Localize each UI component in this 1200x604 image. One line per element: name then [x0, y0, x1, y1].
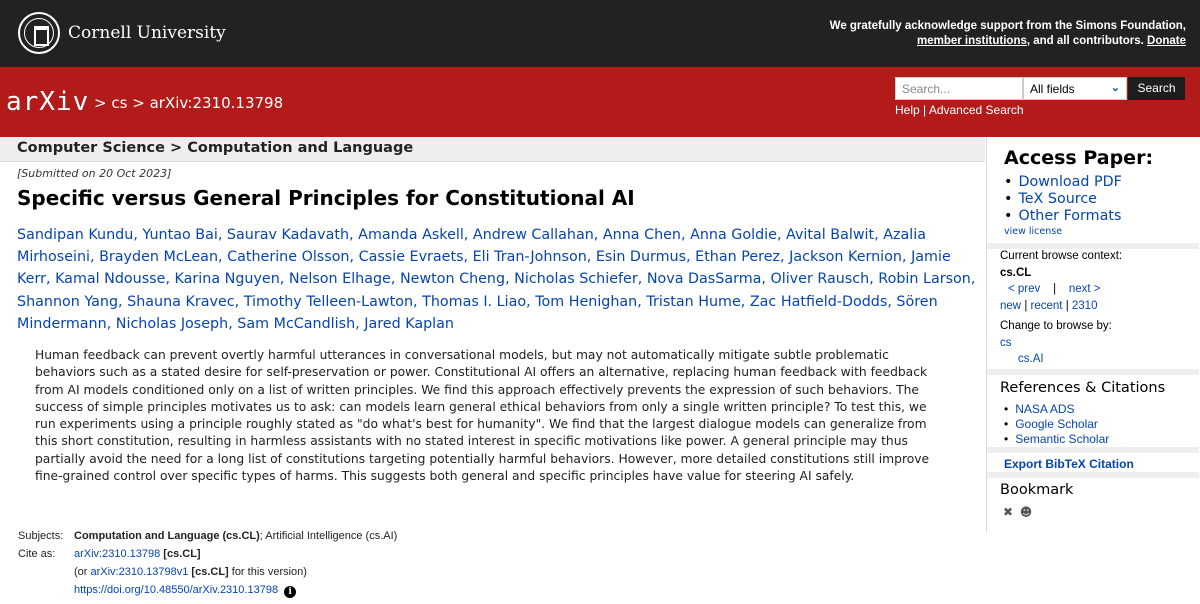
- references-links: [1004, 402, 1109, 447]
- author-link[interactable]: Nicholas Joseph: [115, 315, 229, 332]
- breadcrumb-cs[interactable]: cs: [111, 94, 128, 112]
- author-link[interactable]: Cassie Evraets: [358, 249, 464, 266]
- semantic-scholar-link[interactable]: Semantic Scholar: [1015, 432, 1110, 446]
- paper-metadata: Subjects: Computation and Language (cs.CL); Artificial Intelligence (cs.AI) Cite as: arXiv:2310.13798 [cs.CL] (or arXiv:2310.13798v1 [cs.CL] for this version) https://doi.org/10.48550/arXiv.2310.13798 i: [18, 530, 398, 597]
- author-link[interactable]: Tristan Hume: [646, 293, 741, 310]
- cite-version-link[interactable]: arXiv:2310.13798v1: [90, 566, 189, 578]
- cornell-name: Cornell University: [68, 23, 226, 43]
- references-heading: References & Citations: [1000, 380, 1166, 396]
- month-link[interactable]: 2310: [1071, 299, 1098, 312]
- other-formats-link[interactable]: Other Formats: [1018, 208, 1122, 224]
- author-link[interactable]: Kamal Ndousse: [55, 271, 166, 288]
- reddit-icon[interactable]: ☻: [1019, 505, 1033, 519]
- sidebar: [986, 137, 1198, 533]
- browse-context-value: cs.CL: [1000, 266, 1032, 279]
- tex-source-link[interactable]: TeX Source: [1018, 191, 1097, 207]
- paper-title: Specific versus General Principles for Constitutional AI: [17, 186, 635, 210]
- cite-link[interactable]: arXiv:2310.13798: [74, 548, 161, 560]
- author-link[interactable]: Oliver Rausch: [770, 271, 870, 288]
- author-link[interactable]: Andrew Callahan: [472, 227, 594, 243]
- author-link[interactable]: Tom Henighan: [535, 293, 638, 310]
- bookmark-icons: [1001, 505, 1033, 519]
- doi-link[interactable]: https://doi.org/10.48550/arXiv.2310.13798: [74, 584, 279, 596]
- author-link[interactable]: Catherine Olsson: [227, 249, 350, 266]
- new-link[interactable]: new: [1000, 299, 1022, 312]
- author-link[interactable]: Sandipan Kundu: [17, 227, 134, 243]
- nasa-ads-link[interactable]: NASA ADS: [1015, 402, 1075, 416]
- bibsonomy-icon[interactable]: ✖: [1002, 505, 1014, 519]
- breadcrumb-paper-id: arXiv:2310.13798: [149, 94, 284, 112]
- chevron-down-icon: ⌄: [1110, 82, 1120, 94]
- arxiv-header: [0, 67, 1200, 137]
- info-icon[interactable]: i: [284, 586, 296, 598]
- browse-csai-link[interactable]: cs.AI: [1018, 353, 1044, 365]
- author-link[interactable]: Esin Durmus: [595, 249, 687, 266]
- view-license-link[interactable]: view license: [1004, 226, 1063, 237]
- next-link[interactable]: next >: [1068, 283, 1101, 295]
- arxiv-logo[interactable]: arXiv: [6, 87, 90, 117]
- primary-subject: Computation and Language (cs.CL): [74, 530, 260, 542]
- author-link[interactable]: Timothy Telleen-Lawton: [243, 293, 414, 310]
- donate-link[interactable]: Donate: [1147, 35, 1186, 47]
- abstract: Human feedback can prevent overtly harmful utterances in conversational models, but may not automatically mitigate subtle problematic behaviors such as a stated desire for self-preservation or power. Constitutional AI offers an alternative, replacing human feedback with feedback from AI models conditioned only on a list of written principles. We find this approach effectively prevents the expression of such behaviors. The success of simple principles motivates us to ask: can models learn general ethical behaviors from only a single written principle? To test this, we run experiments using a principle roughly stated as "do what's best for humanity". We find that the largest dialogue models can generalize from this short constitution, resulting in harmless assistants with no stated interest in specific motivations like power. A general principle may thus partially avoid the need for a long list of constitutions targeting potentially harmful behaviors. However, more detailed constitutions still improve fine-grained control over specific types of harms. This suggests both general and specific principles have value for steering AI safely.: [35, 348, 930, 484]
- author-link[interactable]: Brayden McLean: [99, 249, 219, 266]
- author-link[interactable]: Thomas I. Liao: [422, 293, 527, 310]
- prev-link[interactable]: < prev: [1008, 283, 1041, 295]
- author-link[interactable]: Nicholas Schiefer: [514, 271, 638, 288]
- search-input[interactable]: Search...: [895, 77, 1023, 100]
- submission-date: [Submitted on 20 Oct 2023]: [17, 167, 172, 180]
- author-link[interactable]: Jared Kaplan: [364, 315, 454, 332]
- author-link[interactable]: Anna Chen: [602, 227, 681, 243]
- top-banner: [0, 0, 1200, 67]
- advanced-search-link[interactable]: Advanced Search: [928, 103, 1024, 117]
- author-link[interactable]: Yuntao Bai: [142, 227, 218, 243]
- search-field-select[interactable]: All fields ⌄: [1023, 77, 1127, 100]
- help-link[interactable]: Help: [895, 103, 920, 117]
- author-link[interactable]: Robin Larson: [878, 271, 971, 288]
- help-links: Help | Advanced Search: [895, 103, 1024, 117]
- author-link[interactable]: Nelson Elhage: [288, 271, 391, 288]
- author-link[interactable]: Ethan Perez: [695, 249, 781, 266]
- google-scholar-link[interactable]: Google Scholar: [1015, 417, 1098, 431]
- author-link[interactable]: Shannon Yang: [17, 293, 119, 310]
- author-link[interactable]: Amanda Askell: [358, 227, 464, 243]
- author-link[interactable]: Saurav Kadavath: [226, 227, 350, 243]
- subject-bar: Computer Science > Computation and Language: [0, 137, 985, 162]
- browse-cs-link[interactable]: cs: [1000, 336, 1012, 349]
- cornell-seal-icon: [18, 12, 60, 54]
- author-link[interactable]: Karina Nguyen: [174, 271, 280, 288]
- author-link[interactable]: Jamie Kerr: [17, 249, 951, 288]
- author-link[interactable]: Sören Mindermann: [17, 293, 938, 332]
- download-pdf-link[interactable]: Download PDF: [1018, 174, 1122, 190]
- author-link[interactable]: Nova DasSarma: [646, 271, 762, 288]
- author-list: Sandipan Kundu, Yuntao Bai, Saurav Kadavath, Amanda Askell, Andrew Callahan, Anna Chen, Anna Goldie, Avital Balwit, Azalia Mirhoseini, Brayden McLean, Catherine Olsson, Cassie Evraets, Eli Tran-Johnson, Esin Durmus, Ethan Perez, Jackson Kernion, Jamie Kerr, Kamal Ndousse, Karina Nguyen, Nelson Elhage, Newton Cheng, Nicholas Schiefer, Nova DasSarma, Oliver Rausch, Robin Larson, Shannon Yang, Shauna Kravec, Timothy Telleen-Lawton, Thomas I. Liao, Tom Henighan, Tristan Hume, Zac Hatfield-Dodds, Sören Mindermann, Nicholas Joseph, Sam McCandlish, Jared Kaplan: [17, 227, 976, 332]
- acknowledgement: We gratefully acknowledge support from the Simons Foundation, member institutions, and all contributors. Donate: [829, 20, 1186, 47]
- breadcrumb: > cs > arXiv:2310.13798: [94, 94, 284, 112]
- author-link[interactable]: Anna Goldie: [690, 227, 777, 243]
- author-link[interactable]: Sam McCandlish: [237, 315, 356, 332]
- author-link[interactable]: Jackson Kernion: [789, 249, 902, 266]
- search-button[interactable]: Search: [1128, 77, 1185, 100]
- author-link[interactable]: Zac Hatfield-Dodds: [749, 293, 888, 310]
- cornell-logo[interactable]: [18, 12, 226, 54]
- author-link[interactable]: Azalia Mirhoseini: [17, 227, 926, 266]
- browse-context: Current browse context: cs.CL < prev | next > new | recent | 2310 Change to browse by: cs cs.AI: [1000, 250, 1123, 365]
- export-bibtex-link[interactable]: Export BibTeX Citation: [1004, 457, 1134, 471]
- author-link[interactable]: Newton Cheng: [399, 271, 506, 288]
- recent-link[interactable]: recent: [1030, 299, 1063, 312]
- access-links: [1004, 174, 1122, 225]
- author-link[interactable]: Shauna Kravec: [127, 293, 235, 310]
- member-institutions-link[interactable]: member institutions: [916, 35, 1027, 47]
- access-paper-heading: Access Paper:: [1004, 147, 1154, 169]
- author-link[interactable]: Eli Tran-Johnson: [472, 249, 587, 266]
- bookmark-heading: Bookmark: [1000, 482, 1074, 498]
- author-link[interactable]: Avital Balwit: [786, 227, 875, 243]
